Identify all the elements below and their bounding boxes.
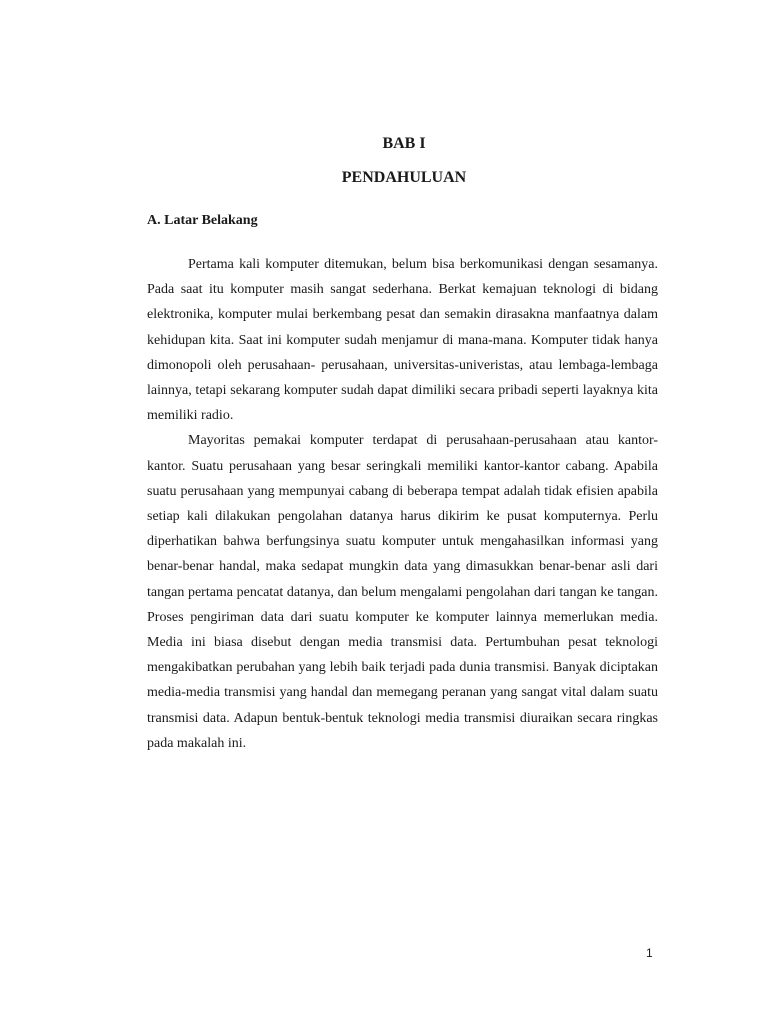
chapter-number: BAB I	[382, 135, 426, 152]
body-text	[147, 252, 658, 756]
section-heading: A. Latar Belakang	[147, 213, 258, 228]
paragraph: Pertama kali komputer ditemukan, belum bisa berkomunikasi dengan sesamanya. Pada saat itu komputer masih sangat sederhana. Berkat kemajuan teknologi di bidang elektronika, komputer mulai berkembang pesat dan semakin dirasakna manfaatnya dalam kehidupan kita. Saat ini komputer sudah menjamur di mana-mana. Komputer tidak hanya dimonopoli oleh perusahaan- perusahaan, universitas-univeristas, atau lembaga-lembaga lainnya, tetapi sekarang komputer sudah dapat dimiliki secara pribadi seperti layaknya kita memiliki radio.	[147, 257, 658, 424]
paragraph: Mayoritas pemakai komputer terdapat di perusahaan-perusahaan atau kantor-kantor. Suatu perusahaan yang besar seringkali memiliki kantor-kantor cabang. Apabila suatu perusahaan yang mempunyai cabang di beberapa tempat adalah tidak efisien apabila setiap kali dilakukan pengolahan datanya harus dikirim ke pusat komputernya. Perlu diperhatikan bahwa berfungsinya suatu komputer untuk mengahasilkan informasi yang benar-benar handal, maka sedapat mungkin data yang dimasukkan benar-benar asli dari tangan pertama pencatat datanya, dan belum mengalami pengolahan dari tangan ke tangan. Proses pengiriman data dari suatu komputer ke komputer lainnya memerlukan media. Media ini biasa disebut dengan media transmisi data. Pertumbuhan pesat teknologi mengakibatkan perubahan yang lebih baik terjadi pada dunia transmisi. Banyak diciptakan media-media transmisi yang handal dan memegang peranan yang sangat vital dalam suatu transmisi data. Adapun bentuk-bentuk teknologi media transmisi diuraikan secara ringkas pada makalah ini.	[147, 433, 658, 751]
chapter-title: PENDAHULUAN	[341, 169, 467, 186]
page-number: 1	[646, 946, 653, 960]
